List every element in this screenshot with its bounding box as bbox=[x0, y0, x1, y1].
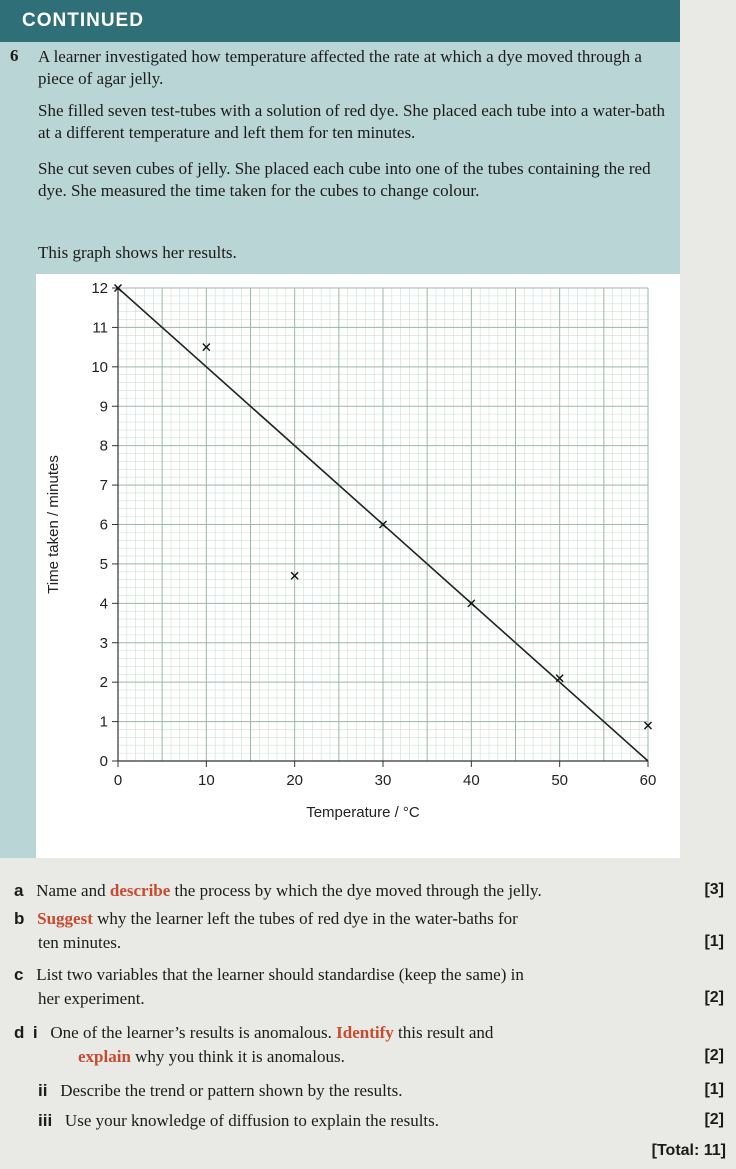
part-c-marks: [2] bbox=[704, 989, 724, 1006]
part-d-i-sub: i bbox=[32, 1023, 38, 1042]
x-tick-label: 40 bbox=[462, 772, 480, 789]
part-d-ii-marks: [1] bbox=[704, 1081, 724, 1098]
part-c bbox=[14, 964, 714, 986]
y-tick-label: 4 bbox=[99, 595, 108, 613]
part-d-i-line2 bbox=[78, 1046, 345, 1068]
intro-paragraph: A learner investigated how temperature affected the rate at which a dye moved through a piece of agar jelly. bbox=[38, 47, 642, 88]
y-tick-label: 2 bbox=[99, 674, 108, 692]
x-tick-label: 20 bbox=[286, 772, 304, 789]
part-d-i bbox=[14, 1022, 714, 1044]
part-d-ii-sub: ii bbox=[38, 1081, 48, 1100]
total-marks: [Total: 11] bbox=[651, 1142, 726, 1159]
x-tick-label: 30 bbox=[374, 772, 392, 789]
part-d-iii-text: Use your knowledge of diffusion to explain the results. bbox=[64, 1111, 440, 1130]
y-tick-label: 7 bbox=[99, 477, 108, 495]
y-tick-label: 8 bbox=[99, 437, 108, 455]
part-b-text: why the learner left the tubes of red dye in the water-baths for bbox=[92, 909, 518, 928]
y-tick-label: 11 bbox=[92, 319, 108, 337]
y-tick-label: 5 bbox=[99, 555, 108, 573]
x-axis-label: Temperature / °C bbox=[306, 804, 420, 821]
question-number: 6 bbox=[10, 46, 19, 65]
part-d-i-pre: One of the learner’s results is anomalous. bbox=[50, 1023, 337, 1042]
part-c-line2: her experiment. bbox=[38, 989, 145, 1008]
x-tick-label: 60 bbox=[639, 772, 657, 789]
part-b bbox=[14, 908, 714, 930]
part-a-pre: Name and bbox=[36, 881, 110, 900]
part-a bbox=[14, 880, 714, 902]
part-d-iii-marks: [2] bbox=[704, 1111, 724, 1128]
y-tick-label: 12 bbox=[91, 280, 108, 297]
part-d-ii bbox=[38, 1080, 698, 1102]
part-d-i-command-explain: explain bbox=[78, 1047, 131, 1066]
continued-banner bbox=[0, 0, 680, 42]
part-a-marks: [3] bbox=[704, 881, 724, 898]
part-b-letter: b bbox=[14, 909, 25, 928]
part-b-line2: ten minutes. bbox=[38, 933, 122, 952]
y-tick-label: 3 bbox=[99, 634, 108, 652]
y-tick-label: 0 bbox=[99, 753, 108, 770]
method-paragraph-1: She filled seven test-tubes with a solution of red dye. She placed each tube into a water-bath at a different temperature and left them for ten minutes. bbox=[38, 101, 666, 142]
x-tick-label: 10 bbox=[197, 772, 215, 789]
graph-svg bbox=[36, 274, 680, 858]
part-d-iii-sub: iii bbox=[38, 1111, 53, 1130]
part-d-i-post: why you think it is anomalous. bbox=[130, 1047, 345, 1066]
part-c-letter: c bbox=[14, 965, 24, 984]
continued-label: CONTINUED bbox=[22, 10, 144, 31]
part-a-letter: a bbox=[14, 881, 24, 900]
method-paragraph-2: She cut seven cubes of jelly. She placed each cube into one of the tubes containing the red dye. She measured the time taken for the cubes to change colour. bbox=[38, 159, 651, 200]
part-d-letter: d bbox=[14, 1023, 25, 1042]
part-b-marks: [1] bbox=[704, 933, 724, 950]
y-tick-label: 10 bbox=[91, 358, 108, 376]
part-c-text: List two variables that the learner should standardise (keep the same) in bbox=[36, 965, 524, 984]
y-tick-label: 6 bbox=[99, 516, 108, 534]
x-tick-label: 50 bbox=[551, 772, 569, 789]
part-b-command: Suggest bbox=[37, 909, 93, 928]
part-d-i-command-identify: Identify bbox=[336, 1023, 394, 1042]
x-tick-label: 0 bbox=[113, 772, 123, 789]
part-a-text: the process by which the dye moved through the jelly. bbox=[170, 881, 542, 900]
part-d-ii-text: Describe the trend or pattern shown by the results. bbox=[60, 1081, 403, 1100]
part-a-command: describe bbox=[109, 881, 171, 900]
part-d-i-mid: this result and bbox=[393, 1023, 494, 1042]
results-graph bbox=[36, 274, 680, 858]
part-d-iii bbox=[38, 1110, 698, 1132]
y-tick-label: 9 bbox=[99, 398, 108, 416]
y-axis-label: Time taken / minutes bbox=[45, 455, 62, 594]
y-tick-label: 1 bbox=[99, 713, 108, 731]
part-d-i-marks: [2] bbox=[704, 1047, 724, 1064]
graph-intro: This graph shows her results. bbox=[38, 243, 237, 262]
